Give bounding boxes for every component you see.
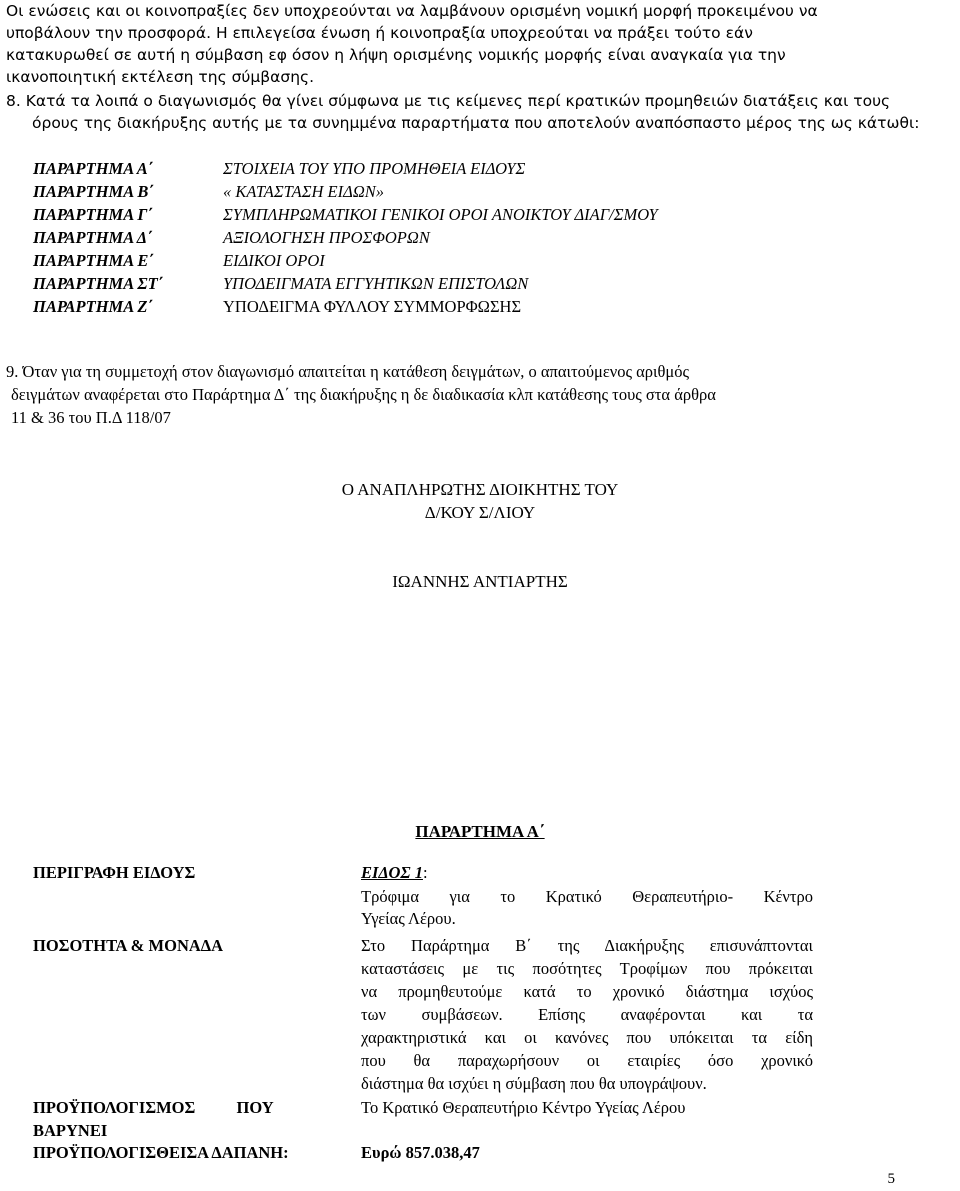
quantity-label: ΠΟΣΟΤΗΤΑ & ΜΟΝΑΔΑ xyxy=(33,936,224,955)
annex-row xyxy=(33,272,933,295)
annex-a-heading: ΠΑΡΑΡΤΗΜΑ Α΄ xyxy=(415,822,545,841)
cost-label: ΠΡΟΫΠΟΛΟΓΙΣΘΕΙΣΑ ΔΑΠΑΝΗ: xyxy=(33,1143,289,1162)
signatory-department: Δ/ΚΟΥ Σ/ΛΙΟΥ xyxy=(424,503,536,522)
clause-9 xyxy=(6,360,896,429)
description-label: ΠΕΡΙΓΡΑΦΗ ΕΙΔΟΥΣ xyxy=(33,863,196,882)
annex-row xyxy=(33,226,933,249)
clause-8 xyxy=(6,90,954,134)
quantity-line: Στο Παράρτημα Β΄ της Διακήρυξης επισυνάπτονται xyxy=(361,936,813,955)
intro-line: κατακυρωθεί σε αυτή η σύμβαση εφ όσον η λήψη ορισμένης νομικής μορφής είναι αναγκαία για την xyxy=(6,46,786,64)
signatory-role: Ο ΑΝΑΠΛΗΡΩΤΗΣ ΔΙΟΙΚΗΤΗΣ ΤΟΥ xyxy=(341,480,619,499)
intro-line: ικανοποιητική εκτέλεση της σύμβασης. xyxy=(6,68,315,86)
annex-title: ΕΙΔΙΚΟΙ ΟΡΟΙ xyxy=(223,251,325,270)
annex-title: ΣΤΟΙΧΕΙΑ ΤΟΥ ΥΠΟ ΠΡΟΜΗΘΕΙΑ ΕΙΔΟΥΣ xyxy=(223,159,526,178)
annex-code: ΠΑΡΑΡΤΗΜΑ Δ΄ xyxy=(33,228,153,247)
item-description-line: Υγείας Λέρου. xyxy=(361,909,456,928)
quantity-line: καταστάσεις με τις ποσότητες Τροφίμων που πρόκειται xyxy=(361,959,813,978)
item-description-line: Τρόφιμα για το Κρατικό Θεραπευτήριο- Κέντρο xyxy=(361,887,813,906)
item-title-line xyxy=(361,861,813,884)
annex-list xyxy=(33,157,933,318)
intro-line: Οι ενώσεις και οι κοινοπραξίες δεν υποχρεούνται να λαμβάνουν ορισμένη νομική μορφή προκειμένου να xyxy=(6,2,818,20)
item-colon: : xyxy=(422,863,428,882)
annex-title: ΣΥΜΠΛΗΡΩΜΑΤΙΚΟΙ ΓΕΝΙΚΟΙ ΟΡΟΙ ΑΝΟΙΚΤΟΥ ΔΙΑΓ/ΣΜΟΥ xyxy=(223,205,658,224)
annex-row xyxy=(33,157,933,180)
quantity-line: των συμβάσεων. Επίσης αναφέρονται και τα xyxy=(361,1005,813,1024)
annex-row xyxy=(33,295,933,318)
signatory-name: ΙΩΑΝΝΗΣ ΑΝΤΙΑΡΤΗΣ xyxy=(392,572,568,591)
quantity-line: που θα παραχωρήσουν οι εταιρίες όσο χρονικό xyxy=(361,1051,813,1070)
annex-row xyxy=(33,203,933,226)
clause-9-line: δειγμάτων αναφέρεται στο Παράρτημα Δ΄ της διακήρυξης η δε διαδικασία κλπ κατάθεσης τους στα άρθρα xyxy=(11,385,716,404)
annex-row xyxy=(33,249,933,272)
annex-code: ΠΑΡΑΡΤΗΜΑ Γ΄ xyxy=(33,205,153,224)
annex-code: ΠΑΡΑΡΤΗΜΑ ΣΤ΄ xyxy=(33,274,164,293)
annex-row xyxy=(33,180,933,203)
clause-9-line: 9. Όταν για τη συμμετοχή στον διαγωνισμό απαιτείται η κατάθεση δειγμάτων, ο απαιτούμενος αριθμός xyxy=(6,362,690,381)
quantity-line: να προμηθευτούμε κατά το χρονικό διάστημα ισχύος xyxy=(361,982,813,1001)
annex-code: ΠΑΡΑΡΤΗΜΑ Ε΄ xyxy=(33,251,154,270)
cost-value: Ευρώ 857.038,47 xyxy=(361,1143,480,1162)
annex-title: ΥΠΟΔΕΙΓΜΑ ΦΥΛΛΟΥ ΣΥΜΜΟΡΦΩΣΗΣ xyxy=(223,297,522,316)
clause-9-line: 11 & 36 του Π.Δ 118/07 xyxy=(11,408,171,427)
page-number: 5 xyxy=(887,1171,895,1187)
quantity-description xyxy=(361,934,813,1095)
annex-code: ΠΑΡΑΡΤΗΜΑ Α΄ xyxy=(33,159,154,178)
annex-code: ΠΑΡΑΡΤΗΜΑ Β΄ xyxy=(33,182,154,201)
annex-code: ΠΑΡΑΡΤΗΜΑ Ζ΄ xyxy=(33,297,153,316)
annex-title: « ΚΑΤΑΣΤΑΣΗ ΕΙΔΩΝ» xyxy=(223,182,385,201)
clause-8-line: 8. Κατά τα λοιπά ο διαγωνισμός θα γίνει σύμφωνα με τις κείμενες περί κρατικών προμηθειών διατάξεις και τους xyxy=(6,92,891,110)
intro-line: υποβάλουν την προσφορά. Η επιλεγείσα ένωση ή κοινοπραξία υποχρεούται να πράξει τούτο εάν xyxy=(6,24,753,42)
budget-label: ΠΡΟΫΠΟΛΟΓΙΣΜΟΣ ΠΟΥ xyxy=(33,1098,274,1117)
quantity-line: διάστημα θα ισχύει η σύμβαση που θα υπογράψουν. xyxy=(361,1074,707,1093)
annex-title: ΥΠΟΔΕΙΓΜΑΤΑ ΕΓΓΥΗΤΙΚΩΝ ΕΠΙΣΤΟΛΩΝ xyxy=(223,274,529,293)
intro-paragraph xyxy=(6,0,876,88)
clause-8-line: όρους της διακήρυξης αυτής με τα συνημμένα παραρτήματα που αποτελούν αναπόσπαστο μέρος της ως κάτωθι: xyxy=(32,114,920,132)
quantity-line: χαρακτηριστικά και οι κανόνες που υπόκειται τα είδη xyxy=(361,1028,813,1047)
item-title: ΕΙΔΟΣ 1 xyxy=(361,863,423,882)
budget-value: Το Κρατικό Θεραπευτήριο Κέντρο Υγείας Λέρου xyxy=(361,1098,686,1117)
annex-title: ΑΞΙΟΛΟΓΗΣΗ ΠΡΟΣΦΟΡΩΝ xyxy=(223,228,430,247)
budget-label-cont: ΒΑΡΥΝΕΙ xyxy=(33,1121,108,1140)
